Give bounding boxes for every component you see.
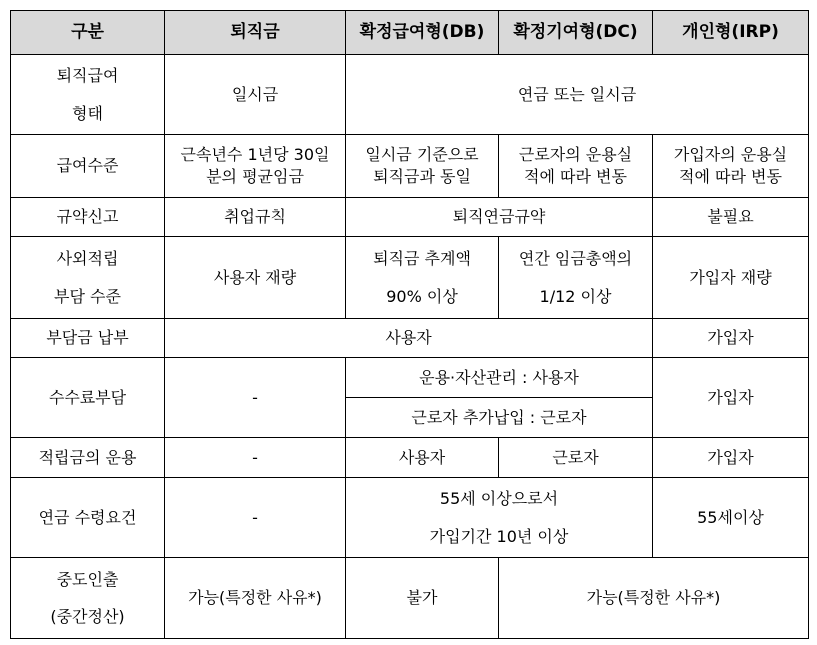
cell-db-external-funding: 퇴직금 추계액 90% 이상: [346, 237, 499, 319]
row-label-pension-eligibility: 연금 수령요건: [11, 478, 165, 558]
cell-severance-fund-management: -: [165, 438, 346, 478]
row-label-external-funding: 사외적립 부담 수준: [11, 237, 165, 319]
cell-severance-external-funding: 사용자 재량: [165, 237, 346, 319]
row-label-rules-report: 규약신고: [11, 198, 165, 237]
header-category: 구분: [11, 11, 165, 55]
header-db: 확정급여형(DB): [346, 11, 499, 55]
cell-severance-benefit-level: 근속년수 1년당 30일 분의 평균임금: [165, 135, 346, 198]
cell-db-dc-rules-report: 퇴직연금규약: [346, 198, 653, 237]
cell-db-fund-management: 사용자: [346, 438, 499, 478]
table-row-benefit-level: [11, 135, 809, 198]
header-dc: 확정기여형(DC): [499, 11, 653, 55]
cell-pension-benefit-type: 연금 또는 일시금: [346, 55, 809, 135]
header-irp: 개인형(IRP): [653, 11, 809, 55]
cell-dc-benefit-level: 근로자의 운용실 적에 따라 변동: [499, 135, 653, 198]
cell-irp-fund-management: 가입자: [653, 438, 809, 478]
cell-irp-benefit-level: 가입자의 운용실 적에 따라 변동: [653, 135, 809, 198]
cell-severance-rules-report: 취업규칙: [165, 198, 346, 237]
cell-operation-management-fee: 운용·자산관리 : 사용자: [346, 358, 653, 398]
cell-dc-irp-interim-withdrawal: 가능(특정한 사유*): [499, 558, 809, 639]
retirement-pension-comparison-table: [10, 10, 809, 639]
row-label-benefit-type: 퇴직급여 형태: [11, 55, 165, 135]
row-label-benefit-level: 급여수준: [11, 135, 165, 198]
cell-irp-pension-eligibility: 55세이상: [653, 478, 809, 558]
cell-severance-interim-withdrawal: 가능(특정한 사유*): [165, 558, 346, 639]
cell-employer-contribution-payment: 사용자: [165, 319, 653, 358]
cell-dc-fund-management: 근로자: [499, 438, 653, 478]
cell-dc-external-funding: 연간 임금총액의 1/12 이상: [499, 237, 653, 319]
cell-severance-pension-eligibility: -: [165, 478, 346, 558]
row-label-interim-withdrawal: 중도인출 (중간정산): [11, 558, 165, 639]
header-severance: 퇴직금: [165, 11, 346, 55]
cell-db-benefit-level: 일시금 기준으로 퇴직금과 동일: [346, 135, 499, 198]
row-label-fund-management: 적립금의 운용: [11, 438, 165, 478]
table-row-fee-burden: [11, 358, 809, 398]
cell-severance-fee-burden: -: [165, 358, 346, 438]
table-row-benefit-type: [11, 55, 809, 135]
table-row-rules-report: [11, 198, 809, 237]
header-row: [11, 11, 809, 55]
table-row-interim-withdrawal: [11, 558, 809, 639]
cell-severance-benefit-type: 일시금: [165, 55, 346, 135]
cell-db-interim-withdrawal: 불가: [346, 558, 499, 639]
row-label-contribution-payment: 부담금 납부: [11, 319, 165, 358]
table-row-pension-eligibility: [11, 478, 809, 558]
table-row-contribution-payment: [11, 319, 809, 358]
cell-db-dc-pension-eligibility: 55세 이상으로서 가입기간 10년 이상: [346, 478, 653, 558]
table-row-fund-management: [11, 438, 809, 478]
cell-irp-fee-burden: 가입자: [653, 358, 809, 438]
row-label-fee-burden: 수수료부담: [11, 358, 165, 438]
cell-additional-payment-fee: 근로자 추가납입 : 근로자: [346, 398, 653, 438]
cell-irp-rules-report: 불필요: [653, 198, 809, 237]
cell-irp-external-funding: 가입자 재량: [653, 237, 809, 319]
table-row-external-funding: [11, 237, 809, 319]
cell-irp-contribution-payment: 가입자: [653, 319, 809, 358]
